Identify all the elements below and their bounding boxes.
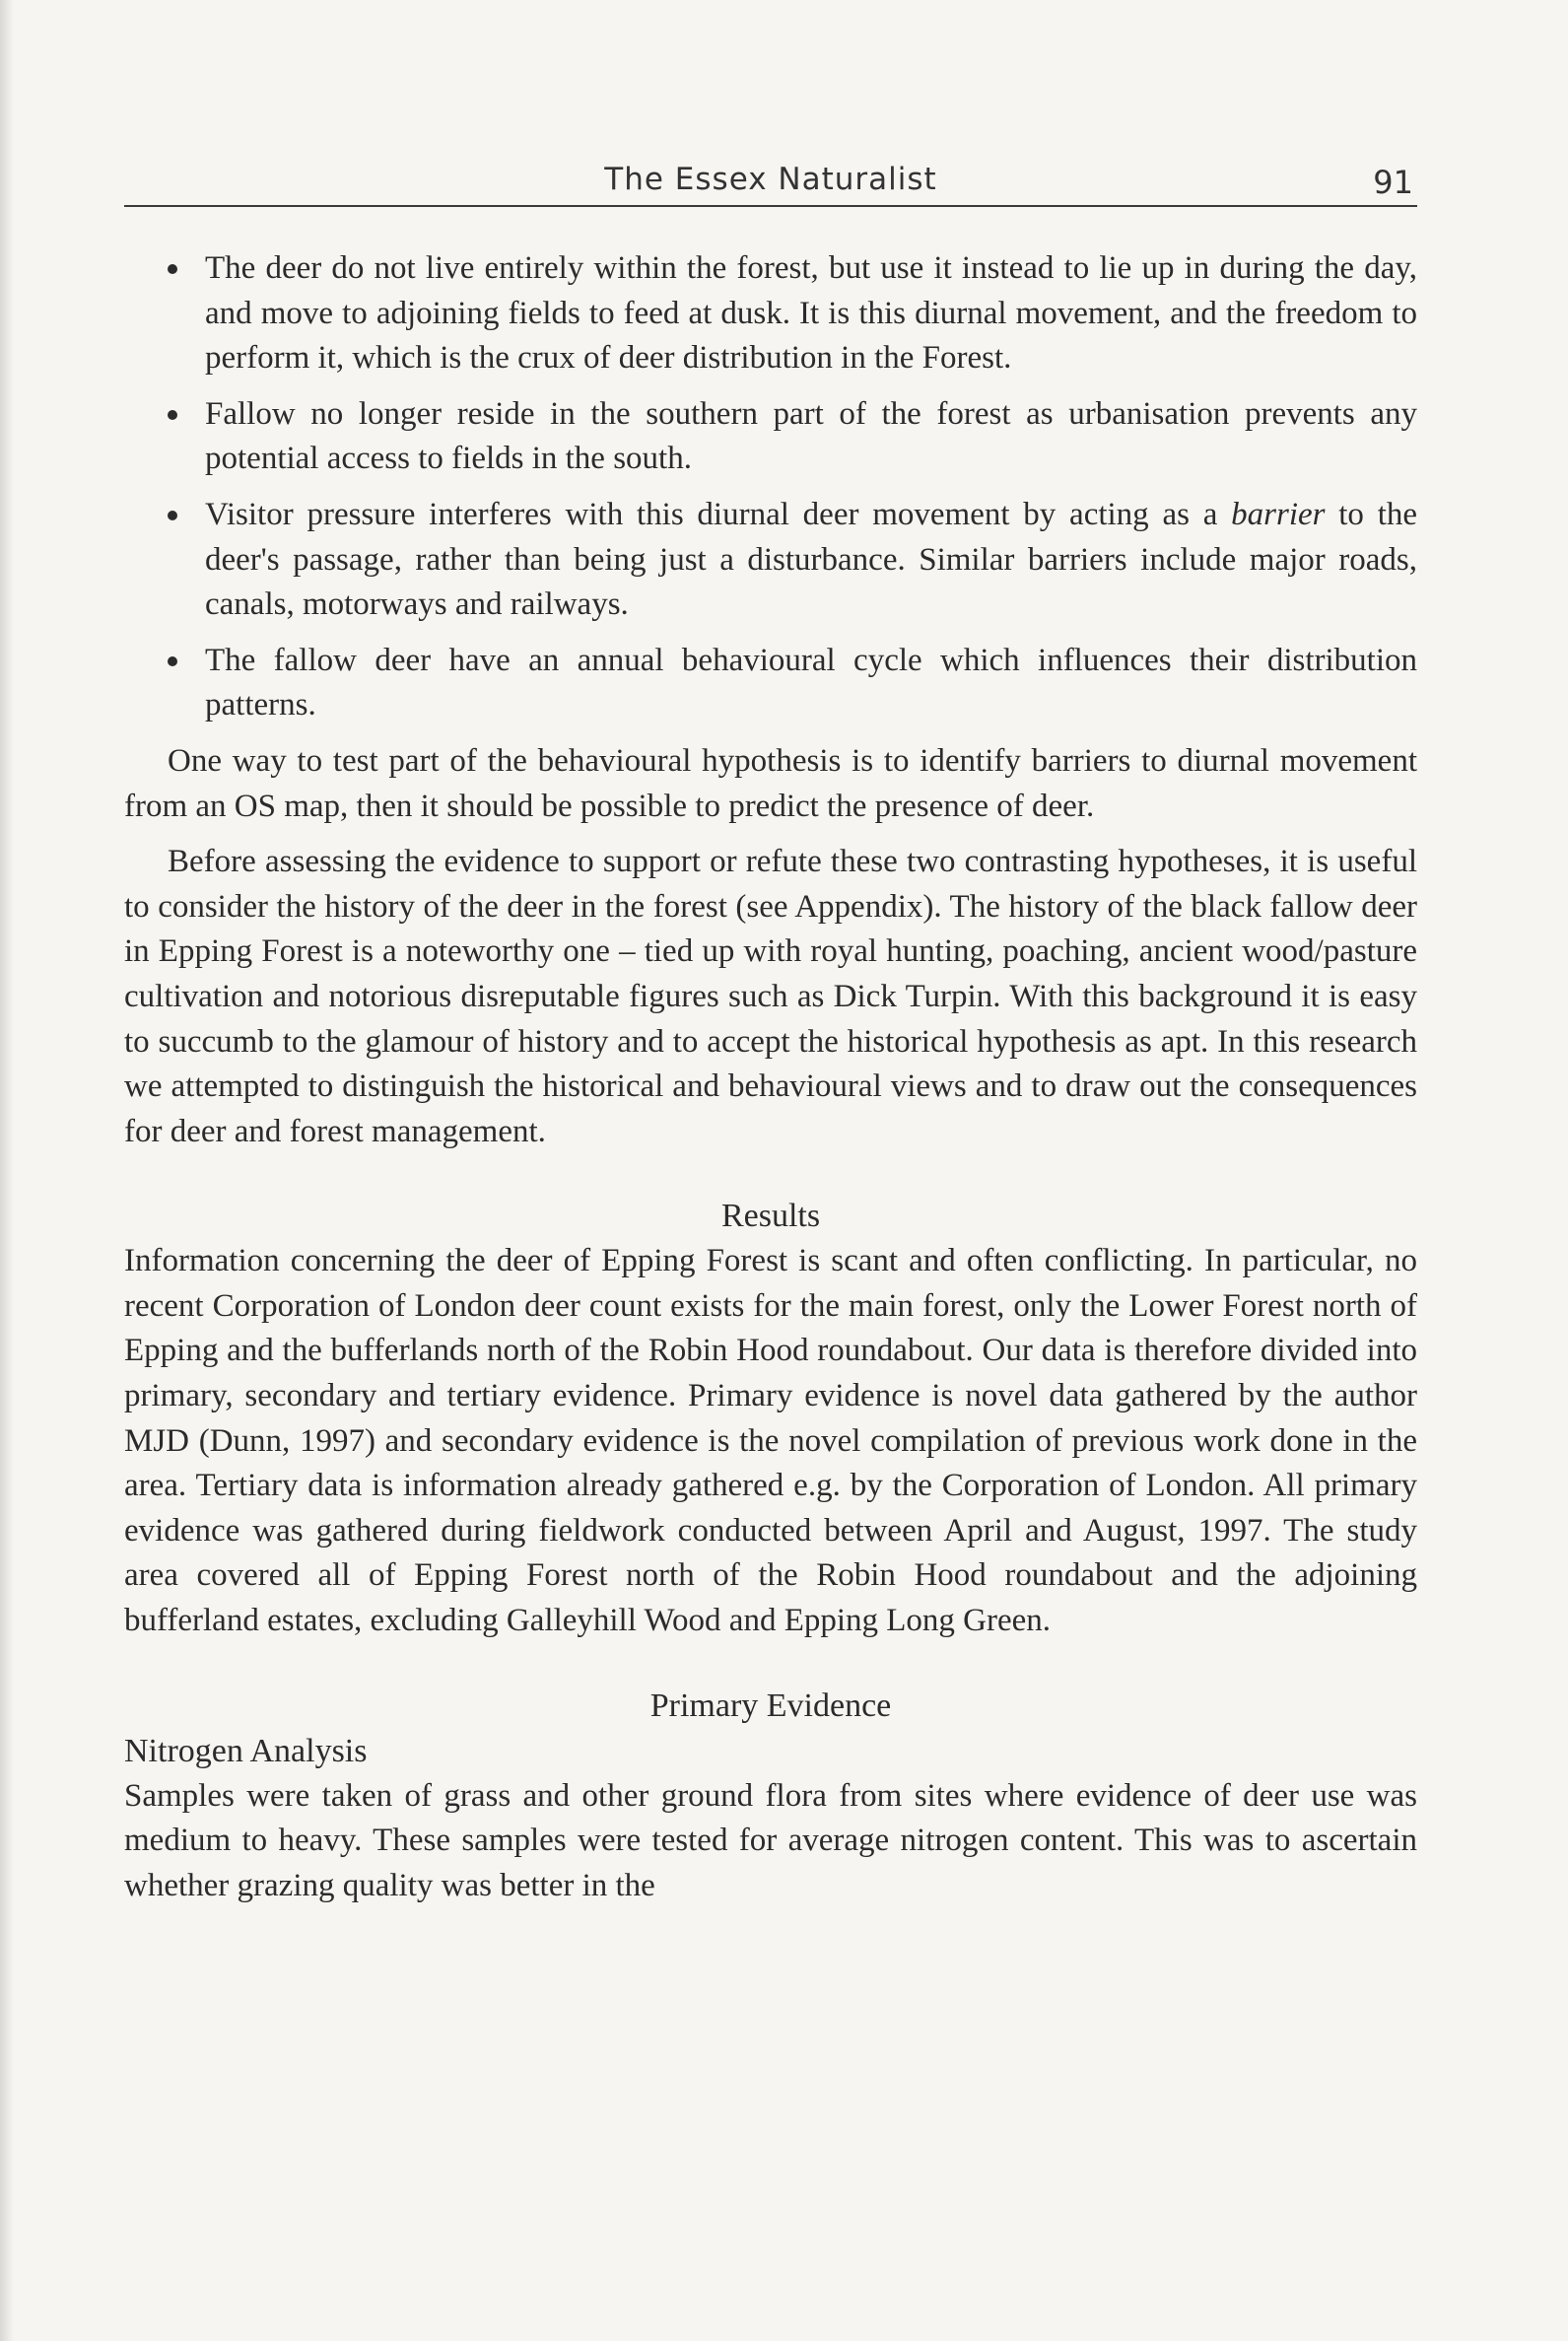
paragraph-history: Before assessing the evidence to support or refute these two contrasting hypotheses, it is useful to consider the history of the deer in the forest (see Appendix). The history of the black fallow deer in Epping Forest is a noteworthy one – tied up with royal hunting, poaching, ancient wood/pasture cultivation and notorious disreputable figures such as Dick Turpin. With this background it is easy to succumb to the glamour of history and to accept the historical hypothesis as apt. In this research we attempted to distinguish the historical and behavioural views and to draw out the consequences for deer and forest management. (124, 844, 1417, 1149)
running-head: The Essex Naturalist (604, 162, 937, 197)
bullet-item (124, 639, 1417, 728)
page-body (124, 246, 1417, 1919)
bullet-text-before: Visitor pressure interferes with this diurnal deer movement by acting as a (205, 496, 1232, 532)
bullet-text: The fallow deer have an annual behavioural cycle which influences their distribution patterns. (205, 642, 1417, 723)
bullet-icon (168, 656, 177, 666)
bullet-item (124, 392, 1417, 482)
primary-evidence-heading: Primary Evidence (649, 1687, 892, 1724)
bullet-icon (168, 410, 177, 420)
page-number: 91 (1373, 164, 1413, 201)
page-header (124, 158, 1417, 207)
nitrogen-analysis-paragraph: Samples were taken of grass and other ground flora from sites where evidence of deer use was medium to heavy. These samples were tested for average nitrogen content. This was to ascertain whether grazing quality was better in the (124, 1777, 1417, 1903)
paragraph-hypothesis-test: One way to test part of the behavioural hypothesis is to identify barriers to diurnal movement from an OS map, then it should be possible to predict the presence of deer. (124, 742, 1417, 824)
bullet-item (124, 246, 1417, 381)
bullet-icon (168, 264, 177, 274)
bullet-text: Fallow no longer reside in the southern part of the forest as urbanisation prevents any potential access to fields in the south. (205, 395, 1417, 477)
bullet-icon (168, 511, 177, 520)
bullet-item (124, 493, 1417, 628)
results-paragraph: Information concerning the deer of Epping Forest is scant and often conflicting. In particular, no recent Corporation of London deer count exists for the main forest, only the Lower Forest north of Epping and the bufferlands north of the Robin Hood roundabout. Our data is therefore divided into primary, secondary and tertiary evidence. Primary evidence is novel data gathered by the author MJD (Dunn, 1997) and secondary evidence is the novel compilation of previous work done in the area. Tertiary data is information already gathered e.g. by the Corporation of London. All primary evidence was gathered during fieldwork conducted between April and August, 1997. The study area covered all of Epping Forest north of the Robin Hood roundabout and the adjoining bufferland estates, excluding Galleyhill Wood and Epping Long Green. (124, 1243, 1417, 1639)
page-edge-shadow (0, 0, 14, 2341)
bullet-emphasis: barrier (1231, 496, 1326, 532)
bullet-text-after: to the deer's passage, rather than being just a disturbance. Similar barriers include major roads, canals, motorways and railways. (205, 496, 1418, 623)
bullet-text: The deer do not live entirely within the forest, but use it instead to lie up in during the day, and move to adjoining fields to feed at dusk. It is this diurnal movement, and the freedom to perform it, which is the crux of deer distribution in the Forest. (205, 250, 1417, 377)
results-heading: Results (720, 1198, 821, 1235)
nitrogen-analysis-subheading: Nitrogen Analysis (124, 1732, 368, 1769)
bullet-list (124, 246, 1417, 728)
